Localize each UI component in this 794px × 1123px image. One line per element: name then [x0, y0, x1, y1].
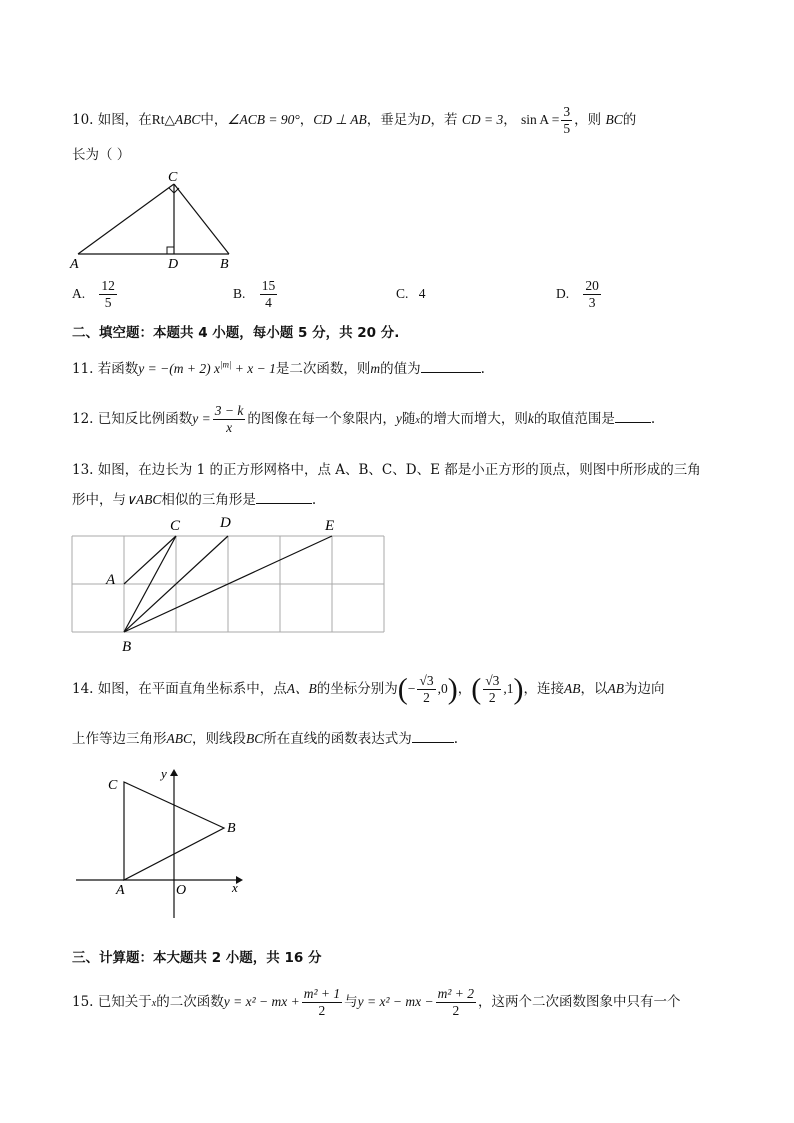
q11-line: 11. 若函数y = −(m + 2) $x^{|m|} + x - 1$是二次函数，则m的值为 . — [72, 359, 485, 377]
q14-line1: 14. 如图，在平面直角坐标系中，点A、B的坐标分别为(− $\frac{√3}{2}$ ,0)，( $\frac{√3}{2}$ ,1)，连接AB，以AB为边向 — [72, 672, 665, 706]
label-A: A — [116, 883, 125, 898]
q15-line: 15. 已知关于x的二次函数y = x² − mx + $\frac{\text{m² + 1}}{2}$ 与y = x² − mx − $\frac{\text{m² + 2}}{2}$ ，这两个二次函数图象中只有一个 — [72, 986, 681, 1018]
q13-grid-figure — [66, 512, 390, 657]
side-CB — [174, 184, 229, 254]
y-axis-arrow — [170, 769, 178, 776]
label-B: B — [122, 639, 132, 655]
q10-line1: 10. 如图，在Rt△ABC中，∠ACB = 90°，CD ⊥ AB，垂足为D，若 CD = 3， sin A = $\frac{3}{5}$ ，则 BC的 — [72, 104, 637, 136]
label-B: B — [227, 821, 236, 836]
label-A: A — [70, 257, 79, 272]
q10-option-a[interactable]: A. $\frac{12}{5}$ — [72, 278, 115, 310]
label-C: C — [168, 170, 178, 185]
q12-line: 12. 已知反比例函数y = $\frac{3 - k}{x}$ 的图像在每一个象限内，y随x的增大而增大，则k的取值范围是 . — [72, 403, 656, 435]
q10-option-b[interactable]: B. $\frac{15}{4}$ — [233, 278, 276, 310]
label-x: x — [232, 880, 238, 895]
section-3-heading: 三、计算题：本大题共 2 小题，共 16 分 — [72, 950, 322, 966]
q14-coordinate-figure — [70, 762, 255, 922]
label-O: O — [176, 883, 187, 898]
sin-fraction: $\frac{3}{5}$ — [563, 104, 571, 136]
q13-line1: 13. 如图，在边长为 1 的正方形网格中，点 A、B、C、D、E 都是小正方形的顶点，则图中所形成的三角 — [72, 462, 701, 478]
q11-answer-blank[interactable] — [421, 358, 481, 373]
label-C: C — [108, 778, 118, 793]
q13-answer-blank[interactable] — [256, 489, 312, 504]
label-A: A — [106, 572, 116, 588]
label-y: y — [161, 766, 167, 781]
segment-AC — [124, 536, 176, 584]
label-C: C — [170, 518, 181, 534]
label-D: D — [220, 515, 231, 531]
side-AC — [78, 184, 174, 254]
label-D: D — [168, 257, 179, 272]
q10-number: 10. — [72, 112, 94, 128]
q14-line2: 上作等边三角形ABC，则线段BC所在直线的函数表达式为 . — [72, 727, 458, 747]
section-2-heading: 二、填空题：本题共 4 小题，每小题 5 分，共 20 分. — [72, 325, 400, 341]
right-angle-mark-D — [167, 247, 174, 254]
q10-triangle-figure — [68, 168, 243, 273]
q12-answer-blank[interactable] — [615, 408, 651, 423]
q10-option-d[interactable]: D. $\frac{20}{3}$ — [556, 278, 599, 310]
q13-line2: 形中，与∨ABC相似的三角形是 . — [72, 488, 316, 508]
label-E: E — [325, 518, 335, 534]
label-B: B — [220, 257, 229, 272]
q10-option-c[interactable]: C. 4 — [396, 286, 426, 301]
q14-answer-blank[interactable] — [412, 728, 454, 743]
q10-line2: 长为（ ） — [72, 147, 131, 163]
